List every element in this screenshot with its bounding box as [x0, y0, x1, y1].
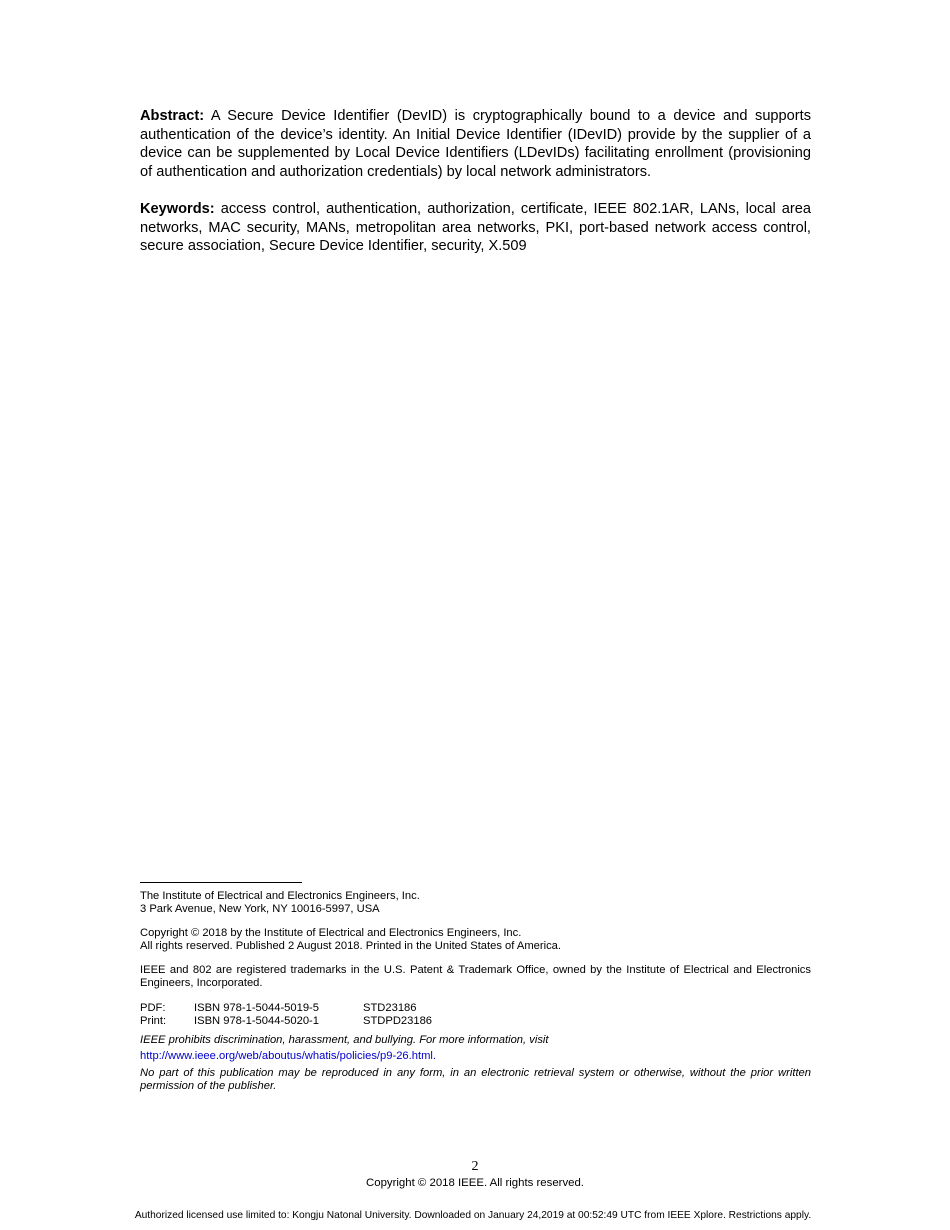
trademark-text: IEEE and 802 are registered trademarks in the U.S. Patent & Trademark Office, owned by the Institute of Electrical and Electronics Engineers, Incorporated.: [140, 964, 811, 989]
isbn-code: STDPD23186: [363, 1014, 433, 1027]
abstract-text: A Secure Device Identifier (DevID) is cryptographically bound to a device and supports authentication of the device’s identity. An Initial Device Identifier (IDevID) provide by the supplier of a device can be supplemented by Local Device Identifiers (LDevIDs) facilitating enrollment (provisioning of authentication and authorization credentials) by local network administrators.: [140, 108, 811, 180]
keywords-paragraph: [140, 200, 811, 256]
isbn-table: [140, 1002, 432, 1028]
reproduction-text: No part of this publication may be reproduced in any form, in an electronic retrieval system or otherwise, without the prior written permission of the publisher.: [140, 1067, 811, 1092]
isbn-format: PDF:: [140, 1002, 166, 1014]
trademark-notice: [140, 964, 811, 990]
reproduction-notice: [140, 1067, 811, 1093]
copyright-line-1: Copyright © 2018 by the Institute of Electrical and Electronics Engineers, Inc.: [140, 927, 522, 939]
policy-text: IEEE prohibits discrimination, harassment, and bullying. For more information, visit: [140, 1034, 549, 1046]
isbn-number: ISBN 978-1-5044-5020-1: [194, 1014, 320, 1027]
isbn-row-print: [140, 1015, 432, 1028]
isbn-code: STD23186: [363, 1002, 417, 1014]
publisher-name: The Institute of Electrical and Electronics Engineers, Inc.: [140, 890, 420, 902]
isbn-format: Print:: [140, 1014, 167, 1027]
abstract-paragraph: [140, 107, 811, 181]
publisher-info: [140, 890, 811, 916]
isbn-row-pdf: [140, 1002, 432, 1015]
publisher-address: 3 Park Avenue, New York, NY 10016-5997, USA: [140, 902, 380, 915]
footnote-divider: [140, 882, 302, 883]
license-notice: Authorized licensed use limited to: Kongju Natonal University. Downloaded on January 24,2019 at 00:52:49 UTC from IEEE Xplore. Restrictions apply.: [134, 1210, 812, 1221]
page-number: 2: [471, 1159, 479, 1174]
isbn-number: ISBN 978-1-5044-5019-5: [194, 1002, 320, 1014]
copyright-line-2: All rights reserved. Published 2 August 2018. Printed in the United States of America.: [140, 939, 562, 952]
isbn-section: [140, 1002, 811, 1028]
policy-notice: [140, 1033, 811, 1064]
keywords-section: [140, 200, 811, 256]
copyright-info: [140, 927, 811, 953]
policy-link[interactable]: http://www.ieee.org/web/aboutus/whatis/policies/p9-26.html.: [140, 1050, 437, 1062]
keywords-label: Keywords:: [140, 201, 215, 217]
footer-copyright: Copyright © 2018 IEEE. All rights reserved.: [366, 1177, 584, 1189]
keywords-text: access control, authentication, authorization, certificate, IEEE 802.1AR, LANs, local area networks, MAC security, MANs, metropolitan area networks, PKI, port-based network access control, secure association, Secure Device Identifier, security, X.509: [140, 201, 811, 254]
abstract-label: Abstract:: [140, 108, 205, 124]
abstract-section: [140, 107, 811, 181]
